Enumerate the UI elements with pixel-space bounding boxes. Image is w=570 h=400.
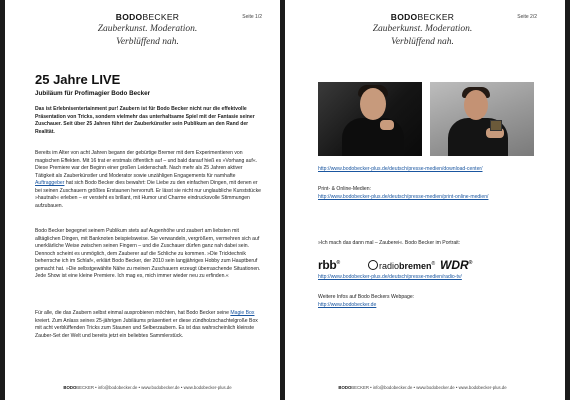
print-media-label: Print- & Online-Medien: (318, 186, 371, 192)
tagline-line-2: Verblüffend nah. (391, 36, 454, 47)
dark-margin-left (0, 0, 5, 400)
page-footer: BODOBECKER • info@bodobecker.de • www.bodobecker.de • www.bodobecker-plus.de (63, 385, 232, 390)
radio-bremen-circle-icon (368, 260, 378, 270)
paragraph-2: Bodo Becker begegnet seinem Publikum stets auf Augenhöhe und zaubert am liebsten mit alltäglichen Dingen, mit Banknoten beispielsweise. Sie verwandeln, vergrößern, vermehren sich auf unerklärliche Weise zwischen seinen Fingern – und die Zuschauer dürfen ganz nah dabei sein. Dennoch scheint es unmöglich, dem Zauberer auf die Schliche zu kommen. »Die Tricktechnik beherrsche ich im Schlaf«, erklärt Bodo Becker, der 2010 sein langjähriges Hobby zum Hauptberuf gemacht hat. »Die selbstgewählte Nähe zu meinen Zuschauern erzeugt überraschende Situationen. Jede Show ist eine kleine Premiere. Ich mag es, mich immer wieder neu zu erfinden.« (35, 228, 261, 279)
page-subtitle: Jubiläum für Profimagier Bodo Becker (35, 90, 151, 97)
download-center-link[interactable]: http://www.bodobecker-plus.de/deutsch/presse-medien/download-center/ (318, 166, 483, 172)
portrait-photo-1[interactable] (318, 82, 422, 156)
brand-logo (290, 12, 555, 47)
print-media-link-row (318, 194, 548, 202)
page-number: Seite 2/2 (517, 14, 537, 20)
brand-logo (15, 12, 280, 47)
radio-bremen-logo: radiobremen® (368, 260, 435, 271)
tagline-line-1: Zauberkunst. Moderation. (372, 24, 473, 34)
portrait-label: »Ich mach das dann mal – Zauberei«. Bodo Becker im Portrait: (318, 240, 461, 246)
tagline-line-2: Verblüffend nah. (116, 36, 179, 47)
rbb-logo: rbb® (318, 258, 340, 272)
document-page-2 (290, 0, 555, 400)
radio-tv-link[interactable]: http://www.bodobecker-plus.de/deutsch/presse-medien/radio-tv/ (318, 274, 462, 280)
broadcaster-logos (318, 258, 548, 272)
radio-tv-link-row (318, 274, 548, 282)
print-media-link[interactable]: http://www.bodobecker-plus.de/deutsch/presse-medien/print-online-medien/ (318, 194, 489, 200)
download-center-link-row (318, 166, 548, 174)
brand-name: BODOBECKER (115, 12, 180, 22)
document-page-1 (15, 0, 280, 400)
page-number: Seite 1/2 (242, 14, 262, 20)
webpage-link[interactable]: http://www.bodobecker.de (318, 302, 377, 308)
intro-paragraph: Das ist Erlebnisentertainment pur! Zaubern ist für Bodo Becker nicht nur die effektvolle Präsentation von Tricks, sondern vielmehr das unterhaltsame Spiel mit der Fantasie seiner Zuschauer. Seit über 25 Jahren führt der Zauberkünstler sein Publikum an den Rand der Realität. (35, 106, 255, 135)
page-footer: BODOBECKER • info@bodobecker.de • www.bodobecker.de • www.bodobecker-plus.de (338, 385, 507, 390)
dark-margin-right (565, 0, 570, 400)
paragraph-1: Bereits im Alter von acht Jahren begann der gebürtige Bremer mit dem Experimentieren von magischen Effekten. Mit 16 trat er erstmals öffentlich auf – und bald darauf hieß es »Vorhang auf«. Diese Premiere war der Beginn einer großen Leidenschaft. Nach mehr als 25 Jahren aktiver Tätigkeit als Zauberkünstler und Moderator sowie unzähligen Engagements für namhafte Auftraggeber hat sich Bodo Becker dies bewahrt: Die Liebe zu den einfachen Dingen, mit denen er bei seinen Zuschauern größtes Erstaunen hervorruft. Er lässt sie nicht nur unglaubliche Kunststücke »hautnah« erleben – er versteht es brillant, mit Humor und Charme eindrucksvolle Stimmungen aufzubauen. (35, 150, 261, 209)
webpage-label: Weitere Infos auf Bodo Beckers Webpage: (318, 294, 415, 300)
webpage-link-row (318, 302, 548, 310)
paragraph-3: Für alle, die das Zaubern selbst einmal ausprobieren möchten, hat Bodo Becker seine Magie Box kreiert. Zum Anlass seines 25-jährigen Jubiläums präsentiert er diese zündholzschachtelgroße Box mit acht verblüffenden Tricks zum Staunen und Selberzaubern. Es ist das wahrscheinlich kleinste Zauber-Set der Welt und bereits jetzt ein beliebtes Sammlerstück. (35, 310, 258, 339)
page-title: 25 Jahre LIVE (35, 72, 121, 87)
brand-name: BODOBECKER (390, 12, 455, 22)
auftraggeber-link[interactable]: Auftraggeber (35, 180, 65, 186)
portrait-photo-2[interactable] (430, 82, 534, 156)
wdr-logo: WDR® (440, 258, 473, 272)
tagline-line-1: Zauberkunst. Moderation. (97, 24, 198, 34)
magie-box-link[interactable]: Magie Box (230, 310, 255, 316)
